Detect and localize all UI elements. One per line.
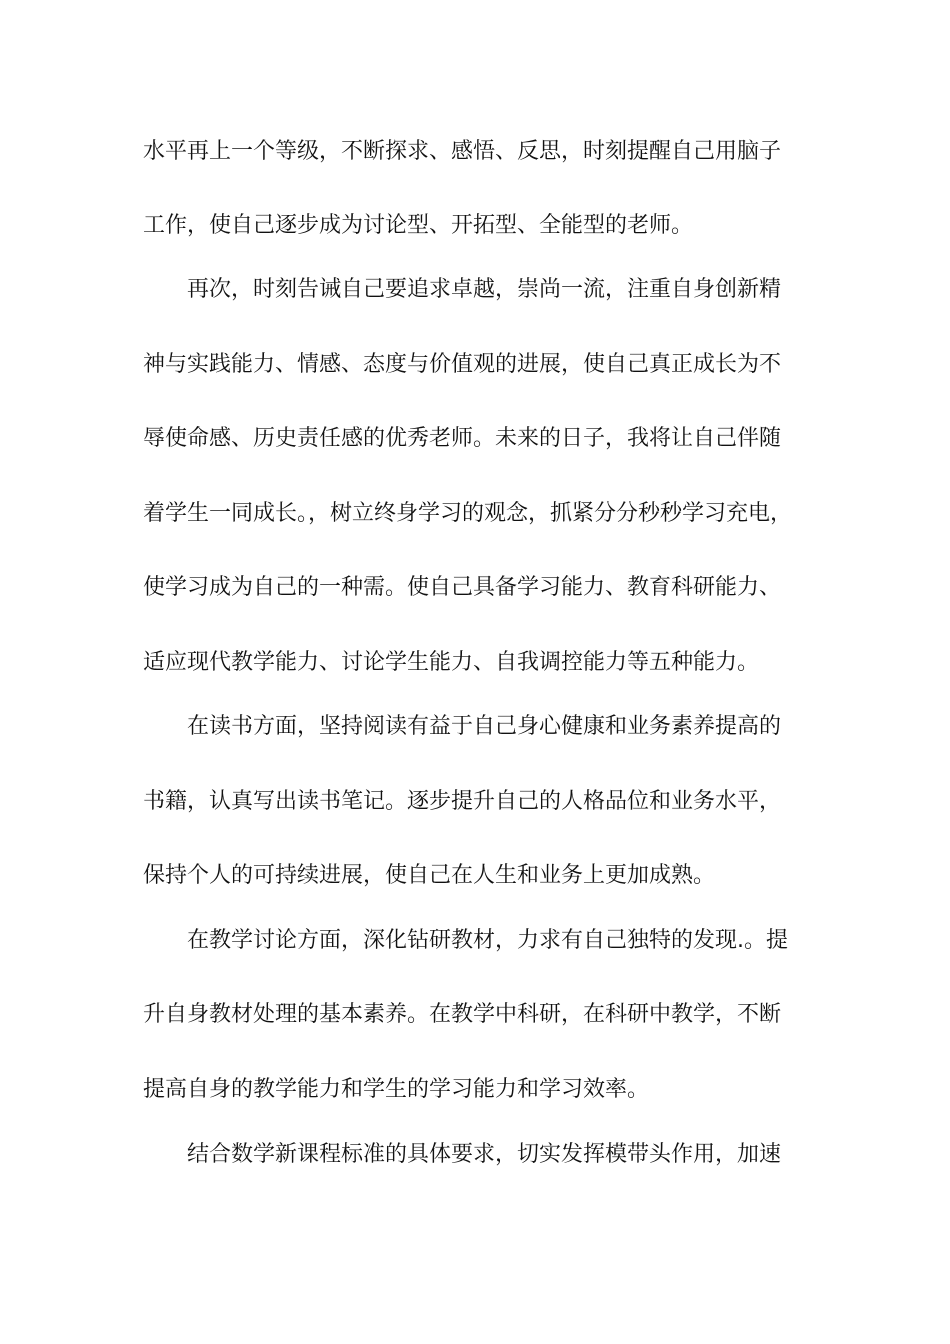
paragraph-first-line: 在读书方面，坚持阅读有益于自己身心健康和业务素养提高的 bbox=[187, 714, 782, 739]
paragraph-first-line: 结合数学新课程标准的具体要求，切实发挥模带头作用，加速 bbox=[187, 1142, 782, 1167]
text-line: 水平再上一个等级，不断探求、感悟、反思，时刻提醒自己用脑子 bbox=[143, 139, 782, 164]
text-line: 神与实践能力、情感、态度与价值观的进展，使自己真正成长为不 bbox=[143, 352, 782, 377]
text-line: 升自身教材处理的基本素养。在教学中科研，在科研中教学，不断 bbox=[143, 1002, 782, 1027]
text-line: 保持个人的可持续进展，使自己在人生和业务上更加成熟。 bbox=[143, 863, 716, 888]
text-line: 着学生一同成长。，树立终身学习的观念，抓紧分分秒秒学习充电， bbox=[143, 501, 793, 526]
text-line: 工作，使自己逐步成为讨论型、开拓型、全能型的老师。 bbox=[143, 213, 694, 238]
text-line: 书籍，认真写出读书笔记。逐步提升自己的人格品位和业务水平， bbox=[143, 789, 782, 814]
paragraph-first-line: 再次，时刻告诫自己要追求卓越，崇尚一流，注重自身创新精 bbox=[187, 277, 782, 302]
text-line: 使学习成为自己的一种需。使自己具备学习能力、教育科研能力、 bbox=[143, 575, 782, 600]
text-line: 提高自身的教学能力和学生的学习能力和学习效率。 bbox=[143, 1077, 650, 1102]
text-line: 辱使命感、历史责任感的优秀老师。未来的日子，我将让自己伴随 bbox=[143, 426, 782, 451]
paragraph-first-line: 在教学讨论方面，深化钻研教材，力求有自己独特的发现.。提 bbox=[187, 928, 788, 953]
text-line: 适应现代教学能力、讨论学生能力、自我调控能力等五种能力。 bbox=[143, 650, 760, 675]
